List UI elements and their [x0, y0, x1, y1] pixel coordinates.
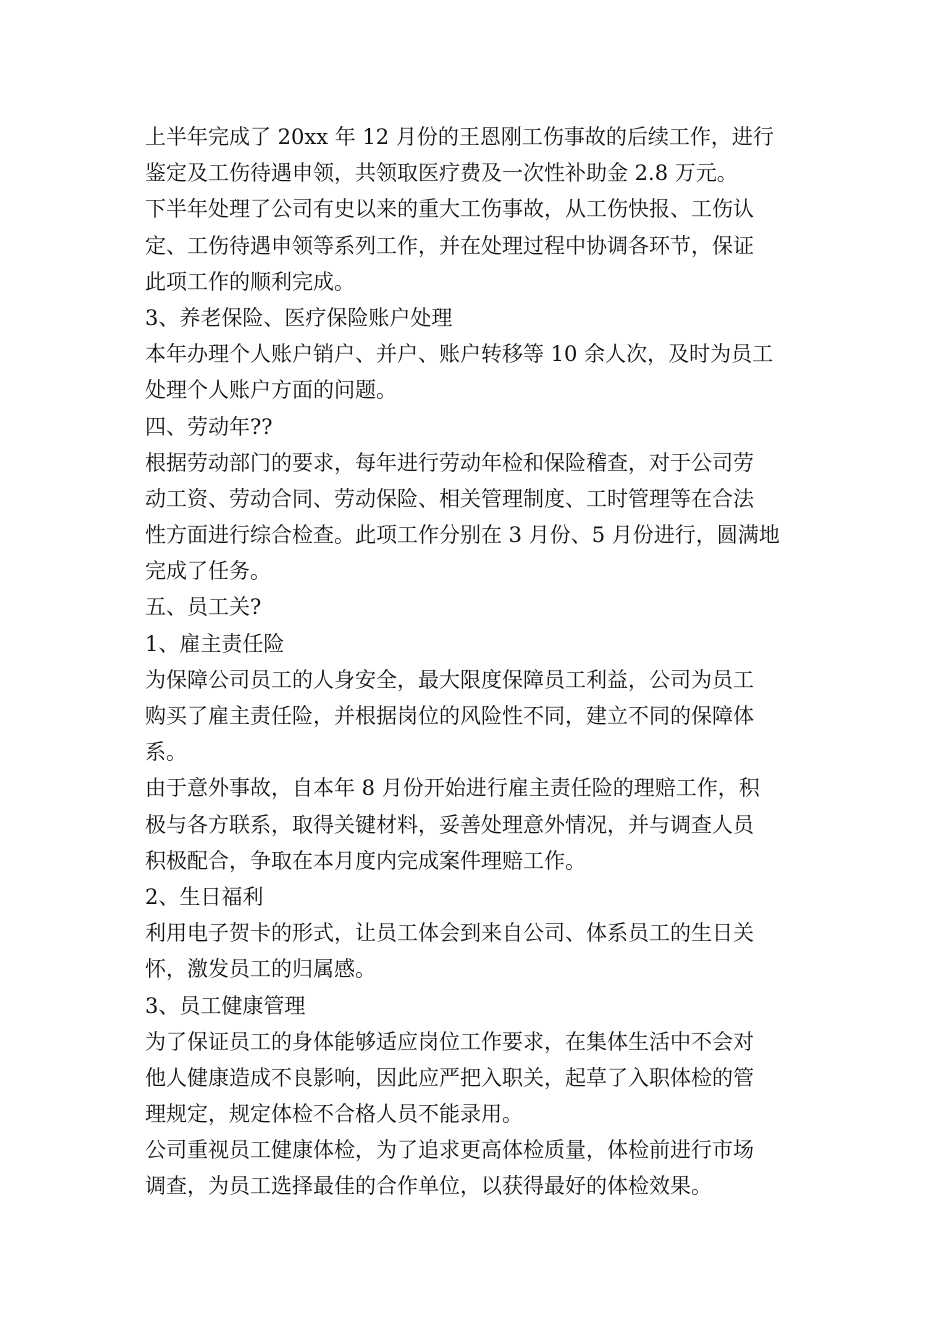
text-line: 公司重视员工健康体检，为了追求更高体检质量，体检前进行市场: [145, 1138, 754, 1163]
text-line: 处理个人账户方面的问题。: [145, 378, 397, 403]
section-heading: 3、员工健康管理: [145, 993, 306, 1018]
document-body: [145, 119, 810, 1205]
text-line: 根据劳动部门的要求，每年进行劳动年检和保险稽查，对于公司劳: [145, 450, 754, 475]
section-heading: 2、生日福利: [145, 884, 264, 909]
text-line: 积极配合，争取在本月度内完成案件理赔工作。: [145, 848, 586, 873]
text-line: 调查，为员工选择最佳的合作单位，以获得最好的体检效果。: [145, 1174, 712, 1199]
text-line: 理规定，规定体检不合格人员不能录用。: [145, 1102, 523, 1127]
text-line: 下半年处理了公司有史以来的重大工伤事故，从工伤快报、工伤认: [145, 197, 754, 222]
section-heading: 1、雇主责任险: [145, 631, 285, 656]
text-line: 由于意外事故，自本年 8 月份开始进行雇主责任险的理赔工作，积: [145, 776, 760, 801]
text-line: 系。: [145, 740, 187, 765]
section-heading: 3、养老保险、医疗保险账户处理: [145, 305, 453, 330]
text-line: 极与各方联系，取得关键材料，妥善处理意外情况，并与调查人员: [145, 812, 754, 837]
text-line: 动工资、劳动合同、劳动保险、相关管理制度、工时管理等在合法: [145, 486, 754, 511]
text-line: 定、工伤待遇申领等系列工作，并在处理过程中协调各环节，保证: [145, 233, 754, 258]
text-line: 鉴定及工伤待遇申领，共领取医疗费及一次性补助金 2.8 万元。: [145, 161, 738, 186]
section-heading: 四、劳动年??: [145, 414, 273, 439]
text-line: 性方面进行综合检查。此项工作分别在 3 月份、5 月份进行，圆满地: [145, 523, 780, 548]
text-line: 为保障公司员工的人身安全，最大限度保障员工利益，公司为员工: [145, 667, 754, 692]
text-line: 他人健康造成不良影响，因此应严把入职关，起草了入职体检的管: [145, 1065, 754, 1090]
text-line: 完成了任务。: [145, 559, 271, 584]
text-line: 为了保证员工的身体能够适应岗位工作要求，在集体生活中不会对: [145, 1029, 754, 1054]
text-line: 怀，激发员工的归属感。: [145, 957, 376, 982]
text-line: 利用电子贺卡的形式，让员工体会到来自公司、体系员工的生日关: [145, 921, 754, 946]
text-line: 此项工作的顺利完成。: [145, 269, 355, 294]
text-line: 上半年完成了 20xx 年 12 月份的王恩刚工伤事故的后续工作，进行: [145, 125, 774, 149]
text-line: 购买了雇主责任险，并根据岗位的风险性不同，建立不同的保障体: [145, 704, 754, 728]
section-heading: 五、员工关?: [145, 595, 262, 620]
text-line: 本年办理个人账户销户、并户、账户转移等 10 余人次，及时为员工: [145, 342, 774, 367]
